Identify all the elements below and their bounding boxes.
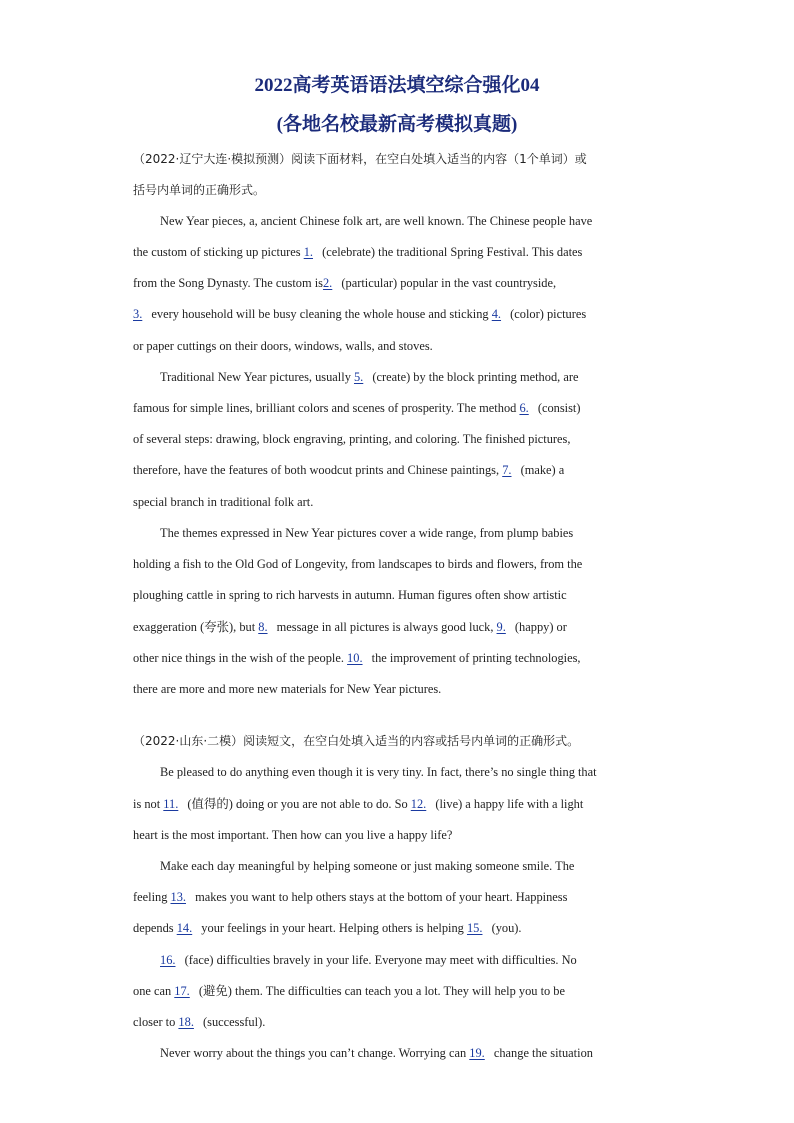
line-text: holding a fish to the Old God of Longevity, from landscapes to birds and flowers, from the — [133, 557, 583, 571]
blank-8: 8. — [258, 620, 268, 634]
line-text: (避免) them. The difficulties can teach you a lot. They will help you to be — [195, 984, 566, 998]
passage-line — [133, 275, 673, 291]
passage-line — [133, 619, 673, 635]
line-text: (make) a — [517, 463, 565, 477]
passage-line — [133, 494, 673, 510]
line-text: Never worry about the things you can’t change. Worrying can — [160, 1046, 470, 1060]
blank-13: 13. — [170, 890, 186, 904]
blank-6: 6. — [519, 401, 529, 415]
line-text: Traditional New Year pictures, usually — [160, 370, 354, 384]
line-text: feeling — [133, 890, 171, 904]
passage1-instruction-cont — [133, 182, 673, 198]
blank-5: 5. — [353, 370, 364, 384]
line-text: ploughing cattle in spring to rich harvests in autumn. Human figures often show artistic — [133, 588, 567, 602]
passage-line — [133, 462, 673, 478]
line-text: other nice things in the wish of the people. — [133, 651, 348, 665]
line-text: (consist) — [534, 401, 581, 415]
line-text: is not — [133, 797, 164, 811]
passage-line — [133, 431, 673, 447]
passage-line — [133, 587, 673, 603]
document-title: 2022高考英语语法填空综合强化04 — [254, 75, 540, 96]
blank-12: 12. — [410, 797, 427, 811]
instruction-text: （2022·山东·二模）阅读短文，在空白处填入适当的内容或括号内单词的正确形式。 — [133, 734, 580, 748]
line-text: New Year pieces, a, ancient Chinese folk art, are well known. The Chinese people have — [160, 214, 593, 228]
line-text: (值得的) doing or you are not able to do. So — [184, 797, 411, 811]
line-text: closer to — [133, 1015, 179, 1029]
passage-line — [133, 920, 673, 936]
line-text: the improvement of printing technologies, — [368, 651, 581, 665]
blank-14: 14. — [176, 921, 193, 935]
line-text: change the situation — [490, 1046, 593, 1060]
passage-line — [133, 796, 673, 812]
line-text: The themes expressed in New Year pictures cover a wide range, from plump babies — [160, 526, 574, 540]
passage-line — [160, 1045, 675, 1061]
passage-line — [160, 858, 675, 874]
line-text: therefore, have the features of both woodcut prints and Chinese paintings, — [133, 463, 503, 477]
line-text: there are more and more new materials for New Year pictures. — [133, 682, 442, 696]
line-text: (happy) or — [511, 620, 567, 634]
passage-line — [133, 1014, 673, 1030]
line-text: exaggeration (夸张), but — [133, 620, 259, 634]
line-text: makes you want to help others stays at the bottom of your heart. Happiness — [192, 890, 568, 904]
instruction-text: （2022·辽宁大连·模拟预测）阅读下面材料，在空白处填入适当的内容（1个单词）或 — [133, 152, 587, 166]
passage-line — [133, 650, 673, 666]
blank-7: 7. — [502, 463, 512, 477]
blank-9: 9. — [496, 620, 506, 634]
line-text: one can — [133, 984, 175, 998]
line-text: Be pleased to do anything even though it is very tiny. In fact, there’s no single thing that — [160, 765, 597, 779]
passage-line — [133, 400, 673, 416]
passage-line — [133, 556, 673, 572]
line-text: Make each day meaningful by helping someone or just making someone smile. The — [160, 859, 575, 873]
line-text: heart is the most important. Then how can you live a happy life? — [133, 828, 453, 842]
line-text: special branch in traditional folk art. — [133, 495, 314, 509]
line-text: message in all pictures is always good luck, — [273, 620, 497, 634]
passage-line — [160, 525, 675, 541]
line-text: (live) a happy life with a light — [432, 797, 584, 811]
passage-line — [160, 369, 675, 385]
blank-4: 4. — [491, 307, 502, 321]
blank-11: 11. — [163, 797, 179, 811]
instruction-text: 括号内单词的正确形式。 — [133, 183, 266, 197]
blank-10: 10. — [347, 651, 363, 665]
passage-line — [133, 338, 673, 354]
passage-line — [133, 681, 673, 697]
blank-18: 18. — [178, 1015, 194, 1029]
blank-17: 17. — [174, 984, 190, 998]
document-subtitle: (各地名校最新高考模拟真题) — [276, 114, 518, 135]
line-text: your feelings in your heart. Helping others is helping — [198, 921, 467, 935]
line-text: of several steps: drawing, block engraving, printing, and coloring. The finished pictures, — [133, 432, 571, 446]
line-text: the custom of sticking up pictures — [133, 245, 304, 259]
blank-1: 1. — [303, 245, 313, 259]
line-text: (color) pictures — [507, 307, 587, 321]
line-text: (face) difficulties bravely in your life. Everyone may meet with difficulties. No — [181, 953, 577, 967]
blank-19: 19. — [469, 1046, 485, 1060]
line-text: (celebrate) the traditional Spring Festival. This dates — [318, 245, 583, 259]
passage-line — [133, 983, 673, 999]
passage-line — [133, 306, 673, 322]
passage1-instruction — [133, 151, 673, 167]
line-text: depends — [133, 921, 177, 935]
passage-line — [133, 244, 673, 260]
line-text: from the Song Dynasty. The custom is — [133, 276, 323, 290]
line-text: or paper cuttings on their doors, windows, walls, and stoves. — [133, 339, 433, 353]
line-text: every household will be busy cleaning the whole house and sticking — [148, 307, 492, 321]
line-text: (create) by the block printing method, are — [369, 370, 579, 384]
blank-2: 2. — [322, 276, 333, 290]
line-text: (you). — [488, 921, 522, 935]
passage-line — [160, 213, 675, 229]
passage2-instruction — [133, 733, 673, 749]
line-text: (successful). — [199, 1015, 266, 1029]
line-text: (particular) popular in the vast countryside, — [338, 276, 557, 290]
blank-16: 16. — [160, 953, 176, 967]
passage-line — [133, 827, 673, 843]
passage-line — [160, 952, 675, 968]
passage-line — [133, 889, 673, 905]
line-text: famous for simple lines, brilliant colors and scenes of prosperity. The method — [133, 401, 520, 415]
blank-15: 15. — [466, 921, 483, 935]
passage-line — [160, 764, 675, 780]
blank-3: 3. — [133, 307, 143, 321]
